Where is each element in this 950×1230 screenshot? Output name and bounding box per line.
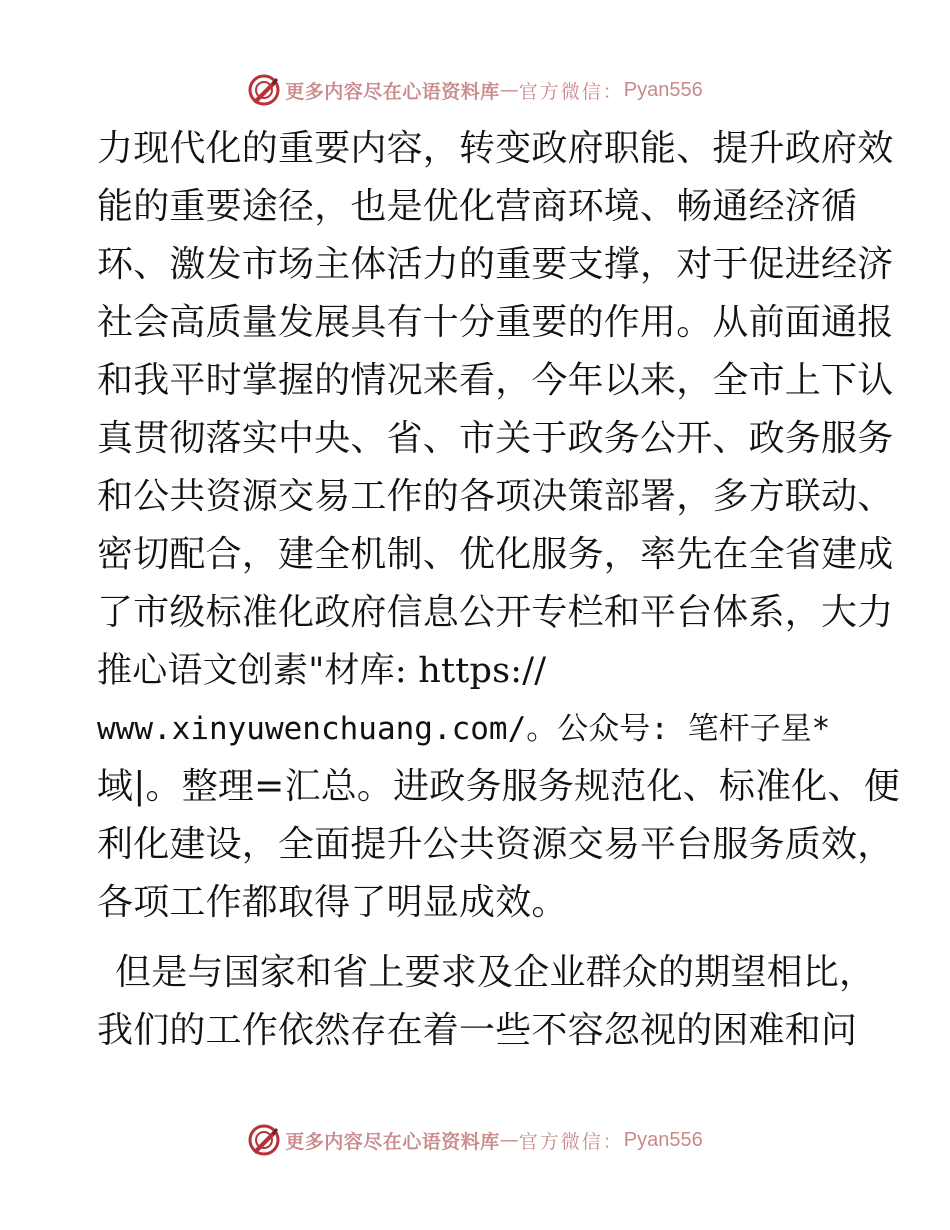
footer-banner (0, 1122, 950, 1158)
banner-separator: — (499, 1129, 519, 1151)
text-line: 密切配合，建全机制、优化服务，率先在全省建成 (97, 534, 894, 575)
wechat-id: Pyan556 (623, 78, 703, 101)
text-line: 环、激发市场主体活力的重要支撑，对于促进经济 (97, 244, 894, 285)
header-banner (0, 72, 950, 108)
text-line: 我们的工作依然存在着一些不容忽视的困难和问 (97, 1010, 858, 1051)
pen-logo-icon (247, 73, 281, 107)
paragraph (97, 944, 876, 1060)
text-line: 域|。整理=汇总。进政务服务规范化、标准化、便 (97, 766, 900, 807)
banner-separator: — (499, 79, 519, 101)
text-line: 利化建设，全面提升公共资源交易平台服务质效， (97, 824, 894, 865)
url-line: www.xinyuwenchuang.com/。公众号: 笔杆子星* (97, 711, 831, 747)
wechat-id: Pyan556 (623, 1128, 703, 1151)
site-name: 更多内容尽在心语资料库 (285, 1130, 500, 1153)
text-line: 各项工作都取得了明显成效。 (97, 882, 568, 923)
site-name: 更多内容尽在心语资料库 (285, 80, 500, 103)
text-line: 力现代化的重要内容，转变政府职能、提升政府效 (97, 128, 894, 169)
text-line: 真贯彻落实中央、省、市关于政务公开、政务服务 (97, 418, 894, 459)
wechat-label: 官方微信： (518, 80, 624, 103)
document-body (97, 120, 900, 1060)
wechat-label: 官方微信： (518, 1130, 624, 1153)
text-line: 了市级标准化政府信息公开专栏和平台体系，大力 (97, 592, 894, 633)
paragraph (97, 120, 900, 932)
text-line: 和公共资源交易工作的各项决策部署，多方联动、 (97, 476, 894, 517)
text-line: 和我平时掌握的情况来看，今年以来，全市上下认 (97, 360, 894, 401)
text-line: 推心语文创素"材库: https:// (97, 651, 547, 691)
pen-logo-icon (247, 1123, 281, 1157)
text-line: 能的重要途径，也是优化营商环境、畅通经济循 (97, 186, 858, 227)
text-line: 社会高质量发展具有十分重要的作用。从前面通报 (97, 302, 894, 343)
text-line: 但是与国家和省上要求及企业群众的期望相比， (115, 952, 876, 993)
